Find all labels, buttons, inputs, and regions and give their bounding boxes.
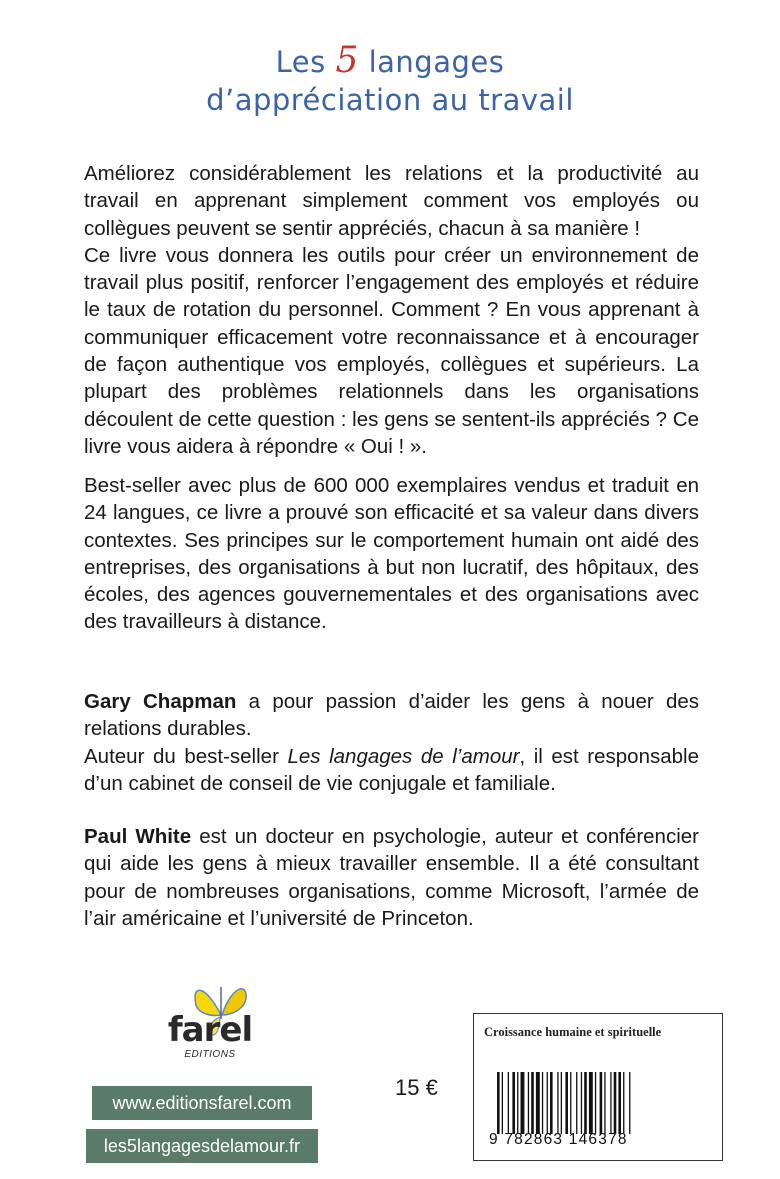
author-gary-book-title: Les langages de l’amour [287, 744, 520, 768]
description-intro: Améliorez considérablement les relations et la productivité au travail en apprenant simplement comment vos employés ou collègues peuvent se sentir appréciés, chacun à sa manière ! [84, 162, 699, 240]
price-label: 15 € [395, 1075, 438, 1100]
author-gary-bio-2 [84, 743, 699, 798]
author-gary-bio2-pre: Auteur du best-seller [84, 744, 288, 768]
author-paul-bio [84, 823, 699, 932]
author-paul-bio-text: est un docteur en psychologie, auteur et conférencier qui aide les gens à mieux travailler ensemble. Il a été consultant pour de nombreuses organisations, comme Microsoft, l’armée de l’air américaine et l’université de Princeton. [84, 825, 699, 930]
bestseller-block [84, 472, 699, 636]
title-line-1 [0, 42, 780, 81]
title-prefix: Les [275, 45, 336, 79]
book-title [0, 42, 780, 119]
category-label: Croissance humaine et spirituelle [484, 1025, 662, 1039]
publisher-logo-sub: EDITIONS [184, 1049, 236, 1060]
author-gary-block [84, 688, 699, 797]
description-detail: Ce livre vous donnera les outils pour créer un environnement de travail plus positif, renforcer l’engagement des employés et réduire le taux de rotation du personnel. Comment ? En vous apprenant à communiquer efficacement votre reconnaissance et à encourager de façon authentique vos employés, collègues et supérieurs. La plupart des problèmes relationnels dans les organisations découlent de cette question : les gens se sentent-ils appréciés ? Ce livre vous aidera à répondre « Oui ! ». [84, 243, 699, 458]
website-link-5langages[interactable]: les5langagesdelamour.fr [86, 1129, 318, 1163]
title-suffix: langages [358, 45, 505, 79]
author-gary-bio-text: a pour passion d’aider les gens à nouer des relations durables. [84, 690, 700, 741]
author-paul-block [84, 823, 699, 932]
barcode-icon [497, 1072, 672, 1134]
website-link-editionsfarel[interactable]: www.editionsfarel.com [92, 1086, 312, 1120]
author-paul-name: Paul White [84, 825, 192, 848]
title-number: 5 [335, 40, 359, 81]
author-gary-bio-1 [84, 688, 699, 743]
description-block [84, 160, 699, 460]
author-gary-bio2-post: , il est responsable d’un cabinet de conseil de vie conjugale et familiale. [84, 744, 699, 795]
isbn-number: 9 782863 146378 [489, 1131, 628, 1148]
bestseller-text: Best-seller avec plus de 600 000 exemplaires vendus et traduit en 24 langues, ce livre a prouvé son efficacité et sa valeur dans divers contextes. Ses principes sur le comportement humain ont aidé des entreprises, des organisations à but non lucratif, des hôpitaux, des écoles, des agences gouvernementales et des organisations avec des travailleurs à distance. [84, 474, 699, 634]
author-gary-name: Gary Chapman [84, 690, 237, 713]
publisher-logo-word: farel [167, 1010, 253, 1050]
title-line-2: d’appréciation au travail [206, 83, 574, 117]
